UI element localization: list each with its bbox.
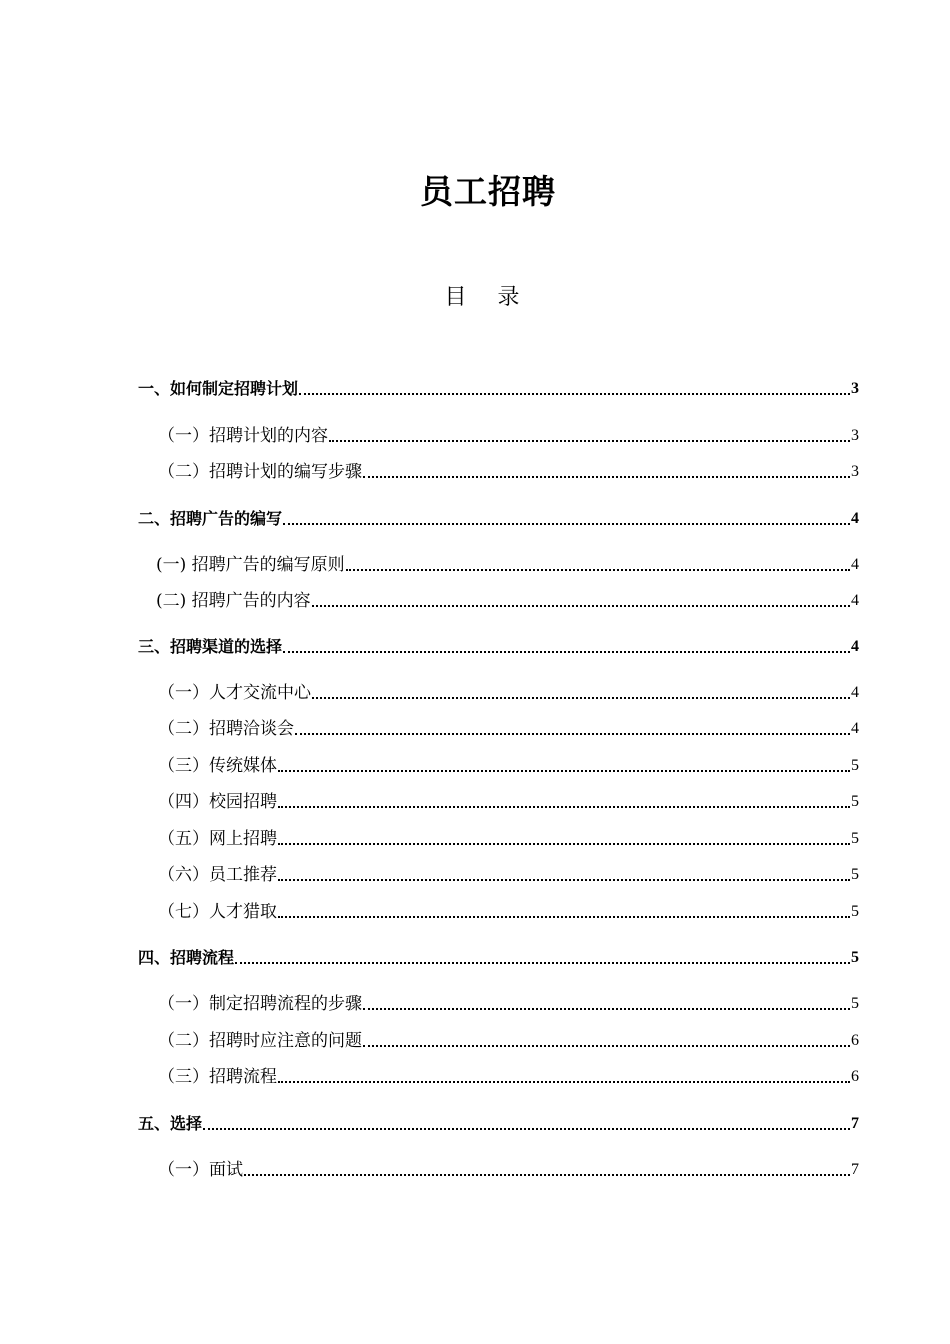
toc-entry-label: （三）招聘流程 [158,1067,277,1087]
toc-page-number: 4 [851,556,859,573]
toc-entry-section[interactable] [138,858,859,886]
toc-dot-leader [283,650,850,653]
toc-dot-leader [312,604,850,607]
toc-entry-label: 二、招聘广告的编写 [138,509,283,528]
toc-dot-leader [235,961,850,964]
toc-entry-section[interactable] [138,987,859,1015]
toc-page-number: 6 [851,1068,859,1085]
toc-page-number: 4 [851,684,859,701]
toc-dot-leader [312,696,850,699]
toc-entry-label: (二) 招聘广告的内容 [156,591,311,611]
toc-page-number: 4 [851,592,859,609]
toc-entry-section[interactable] [138,1024,859,1052]
toc-entry-label: （七）人才猎取 [158,902,277,922]
toc-entry-chapter-5[interactable] [138,1107,859,1135]
toc-page-number: 3 [851,427,859,444]
toc-dot-leader [278,915,850,918]
toc-page-number: 5 [851,793,859,810]
toc-entry-chapter-1[interactable] [138,372,859,400]
toc-entry-label: （一）人才交流中心 [158,683,311,703]
toc-dot-leader [363,475,850,478]
toc-entry-section[interactable] [138,1060,859,1088]
toc-entry-label: （二）招聘时应注意的问题 [158,1031,362,1051]
toc-heading: 目 录 [444,285,532,310]
toc-dot-leader [363,1007,850,1010]
toc-page-number: 4 [851,720,859,737]
toc-entry-section[interactable] [138,676,859,704]
toc-dot-leader [278,805,850,808]
toc-dot-leader [203,1127,850,1130]
toc-entry-section[interactable] [138,822,859,850]
toc-page-number: 3 [851,463,859,480]
toc-entry-section[interactable] [138,895,859,923]
toc-page-number: 4 [851,638,859,655]
toc-entry-label: （二）招聘洽谈会 [158,719,294,739]
toc-dot-leader [278,878,850,881]
toc-entry-chapter-3[interactable] [138,630,859,658]
toc-dot-leader [295,732,850,735]
toc-page-number: 7 [851,1161,859,1178]
toc-entry-label: 三、招聘渠道的选择 [138,637,283,656]
toc-page-number: 5 [851,830,859,847]
toc-dot-leader [278,769,850,772]
toc-entry-label: 四、招聘流程 [138,948,235,967]
toc-page-number: 5 [851,995,859,1012]
toc-entry-label: 五、选择 [138,1114,203,1133]
toc-entry-section[interactable] [138,749,859,777]
toc-dot-leader [363,1044,850,1047]
toc-entry-section[interactable] [138,785,859,813]
toc-page-number: 4 [851,510,859,527]
toc-page-number: 5 [851,949,859,966]
toc-dot-leader [278,842,850,845]
toc-entry-section[interactable] [138,1153,859,1181]
toc-entry-section[interactable] [138,548,859,576]
toc-dot-leader [244,1173,850,1176]
toc-page-number: 5 [851,757,859,774]
toc-page-number: 6 [851,1032,859,1049]
toc-page-number: 5 [851,903,859,920]
toc-entry-label: （四）校园招聘 [158,792,277,812]
toc-entry-label: 一、如何制定招聘计划 [138,379,299,398]
toc-entry-chapter-2[interactable] [138,502,859,530]
toc-entry-chapter-4[interactable] [138,941,859,969]
toc-entry-label: （一）招聘计划的内容 [158,426,328,446]
document-title: 员工招聘 [420,172,556,211]
toc-entry-label: （六）员工推荐 [158,865,277,885]
toc-entry-section[interactable] [138,712,859,740]
toc-page-number: 3 [851,380,859,397]
toc-entry-section[interactable] [138,584,859,612]
toc-entry-section[interactable] [138,455,859,483]
toc-entry-label: （二）招聘计划的编写步骤 [158,462,362,482]
toc-dot-leader [283,522,850,525]
toc-entry-section[interactable] [138,419,859,447]
toc-dot-leader [299,392,850,395]
toc-entry-label: (一) 招聘广告的编写原则 [156,555,345,575]
toc-dot-leader [278,1080,850,1083]
toc-entry-label: （五）网上招聘 [158,829,277,849]
toc-dot-leader [346,568,850,571]
toc-entry-label: （一）制定招聘流程的步骤 [158,994,362,1014]
toc-entry-label: （一）面试 [158,1160,243,1180]
toc-page-number: 5 [851,866,859,883]
toc-dot-leader [329,439,850,442]
toc-page-number: 7 [851,1115,859,1132]
toc-entry-label: （三）传统媒体 [158,756,277,776]
